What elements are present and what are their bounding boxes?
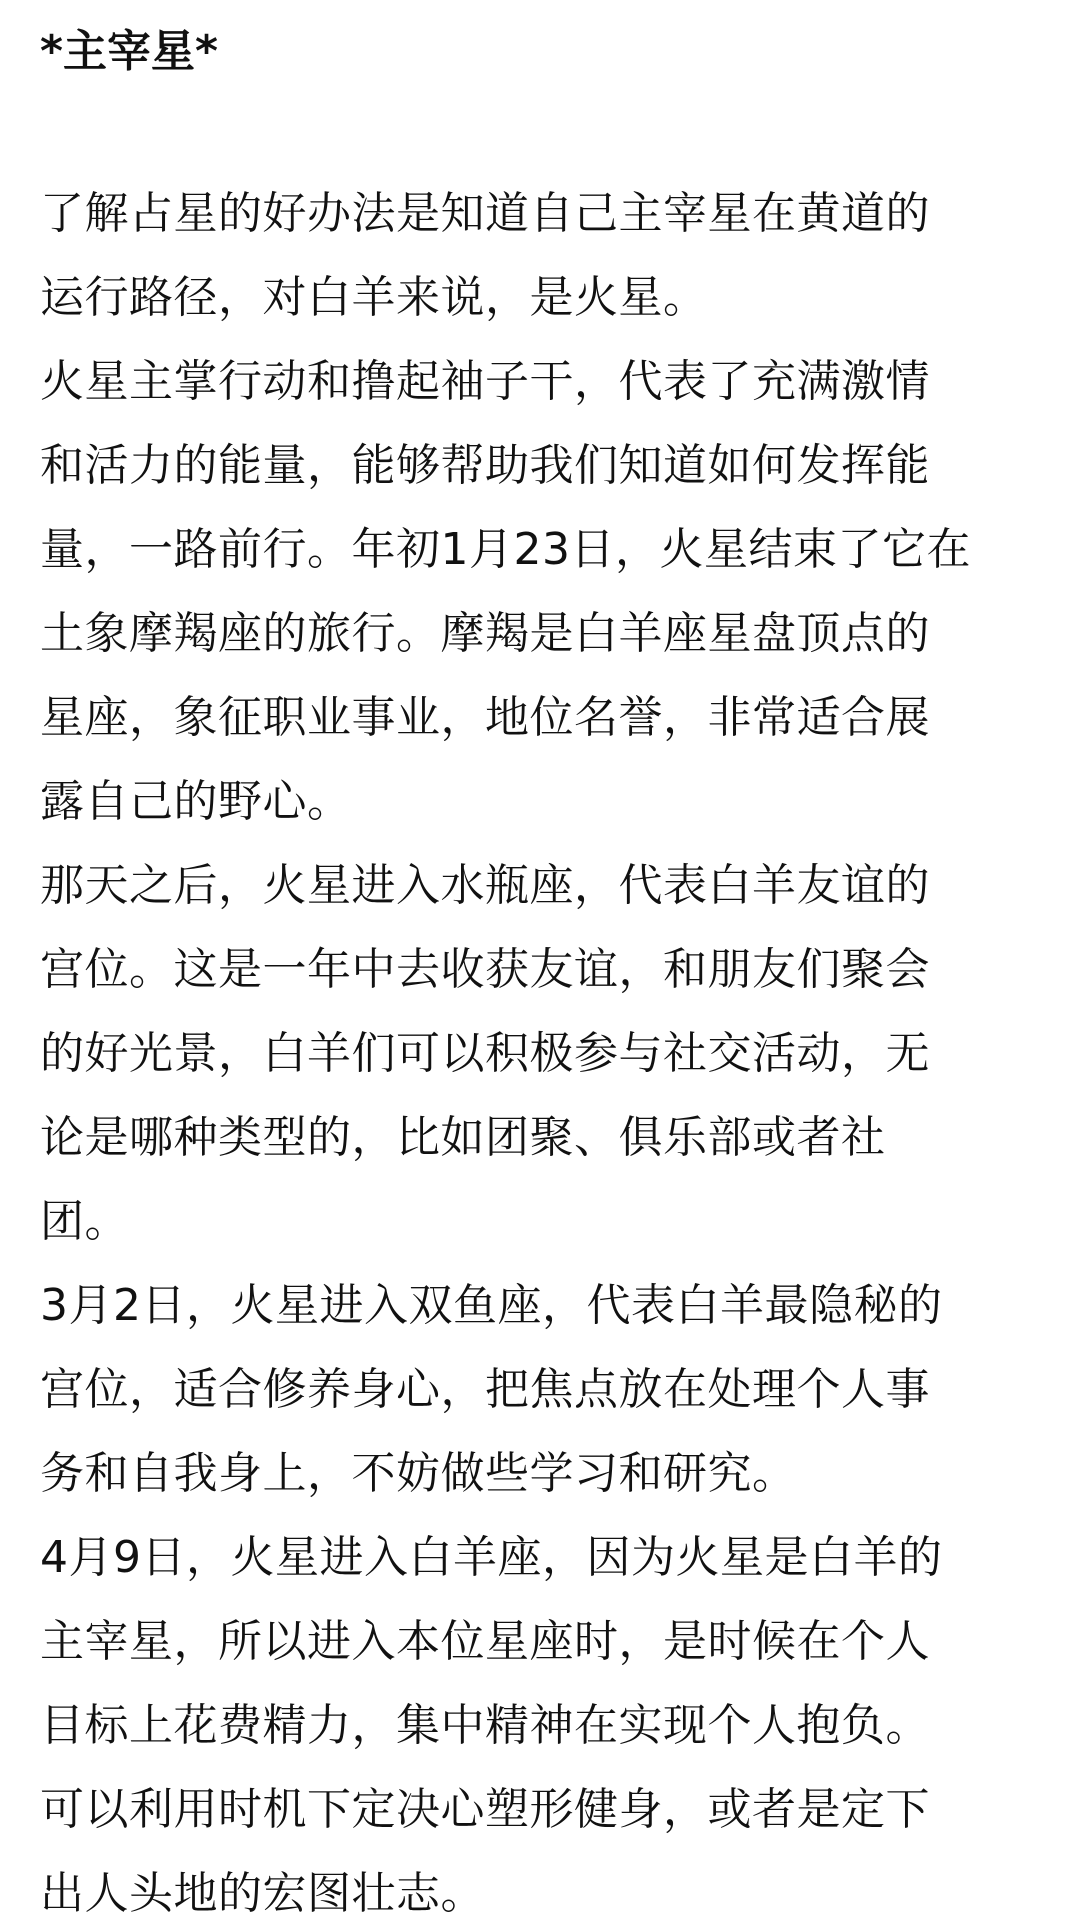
text-line: 运行路径，对白羊来说，是火星。 xyxy=(40,272,708,323)
text-line: 了解占星的好办法是知道自己主宰星在黄道的 xyxy=(40,188,930,239)
text-line: 务和自我身上，不妨做些学习和研究。 xyxy=(40,1448,797,1499)
text-line: 主宰星，所以进入本位星座时，是时候在个人 xyxy=(40,1616,930,1667)
text-line: 出人头地的宏图壮志。 xyxy=(40,1868,485,1919)
section-title: *主宰星* xyxy=(40,26,219,77)
text-line: 和活力的能量，能够帮助我们知道如何发挥能 xyxy=(40,440,930,491)
text-line: 的好光景，白羊们可以积极参与社交活动，无 xyxy=(40,1028,930,1079)
text-line: 目标上花费精力，集中精神在实现个人抱负。 xyxy=(40,1700,930,1751)
text-line: 那天之后，火星进入水瓶座，代表白羊友谊的 xyxy=(40,860,930,911)
text-line: 宫位。这是一年中去收获友谊，和朋友们聚会 xyxy=(40,944,930,995)
text-line: 宫位，适合修养身心，把焦点放在处理个人事 xyxy=(40,1364,930,1415)
text-line: 论是哪种类型的，比如团聚、俱乐部或者社 xyxy=(40,1112,886,1163)
text-line: 团。 xyxy=(40,1196,129,1247)
text-line: 露自己的野心。 xyxy=(40,776,352,827)
text-line: 星座，象征职业事业，地位名誉，非常适合展 xyxy=(40,692,930,743)
text-line: 4月9日，火星进入白羊座，因为火星是白羊的 xyxy=(40,1532,943,1583)
text-line: 火星主掌行动和撸起袖子干，代表了充满激情 xyxy=(40,356,930,407)
text-line: 量，一路前行。年初1月23日，火星结束了它在 xyxy=(40,524,971,575)
text-line: 土象摩羯座的旅行。摩羯是白羊座星盘顶点的 xyxy=(40,608,930,659)
text-line: 可以利用时机下定决心塑形健身，或者是定下 xyxy=(40,1784,930,1835)
text-line: 3月2日，火星进入双鱼座，代表白羊最隐秘的 xyxy=(40,1280,943,1331)
